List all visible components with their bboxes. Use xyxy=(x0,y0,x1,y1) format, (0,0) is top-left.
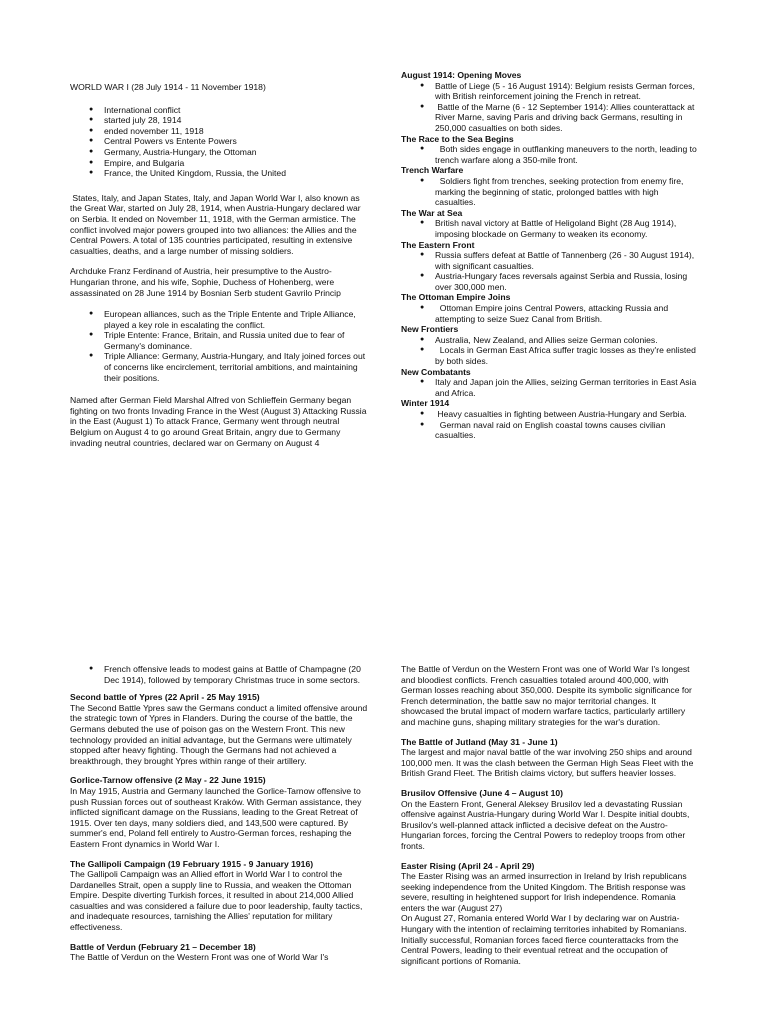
section-bullet-list xyxy=(401,250,701,292)
bullet-item: ● Empire, and Bulgaria xyxy=(70,158,370,169)
column-b-bottom xyxy=(401,664,701,966)
bullet-item: ● Heavy casualties in fighting between Austria-Hungary and Serbia. xyxy=(401,409,701,420)
bullet-item: ● Germany, Austria-Hungary, the Ottoman xyxy=(70,147,370,158)
bullet-item: ● Austria-Hungary faces reversals against Serbia and Russia, losing over 300,000 men. xyxy=(401,271,701,292)
document-title: WORLD WAR I (28 July 1914 - 11 November 1918) xyxy=(70,82,266,92)
section-text: The largest and major naval battle of the war involving 250 ships and around 100,000 men. It was the clash between the German High Seas Fleet with the British Grand Fleet. The British claims victory, but suffers heavier losses. xyxy=(401,747,694,779)
bullet-item: ● France, the United Kingdom, Russia, the United xyxy=(70,168,370,179)
intro-paragraph: States, Italy, and Japan States, Italy, and Japan World War I, also known as the Great War, started on July 28, 1914, when Austria-Hungary declared war on Serbia. It ended on November 11, 1918, with the German armistice. The conflict involved major powers grouped into two alliances: the Allies and the Central Powers. A total of 135 countries participated, resulting in extensive casualties, deaths, and a large number of missing soldiers. xyxy=(70,192,363,256)
section-bullet-list xyxy=(401,218,701,239)
alliances-bullet-list xyxy=(70,309,370,383)
verdun-paragraph: The Battle of Verdun on the Western Front was one of World War I's longest and bloodiest conflicts. French casualties totaled around 400,000, with German losses reaching about 350,000. Despite its symbolic significance for French determination, the battle saw no major territorial changes. It showcased the brutal impact of modern warfare tactics, particularly artillery and machine guns, shaping military strategies for the war's duration. xyxy=(401,664,692,727)
section-text: In May 1915, Austria and Germany launched the Gorlice-Tarnow offensive to push Russian forces out of southeast Kraków. With German assistance, they inflicted significant damage on the Russians, leading to the Great Retreat of 1915. Over ten days, many soldiers died, and 143,500 were captured. By summer's end, Poland fell entirely to Austro-German forces, reshaping the Eastern Front dynamics in World War I. xyxy=(70,785,362,849)
section-heading: Winter 1914 xyxy=(401,398,450,409)
bullet-item: ● European alliances, such as the Triple Entente and Triple Alliance, played a key role in escalating the conflict. xyxy=(70,309,370,330)
bullet-item: ● German naval raid on English coastal towns causes civilian casualties. xyxy=(401,420,701,441)
section-bullet-list xyxy=(401,335,701,367)
bullet-item: ● Ottoman Empire joins Central Powers, attacking Russia and attempting to seize Suez Canal from British. xyxy=(401,303,701,324)
bullet-item: ● International conflict xyxy=(70,105,370,116)
bullet-item: ● Russia suffers defeat at Battle of Tannenberg (26 - 30 August 1914), with significant casualties. xyxy=(401,250,701,271)
section-heading: Easter Rising (April 24 - April 29) xyxy=(401,860,535,871)
section-text: The Second Battle Ypres saw the Germans conduct a limited offensive around the strategic town of Ypres in Flanders. During the course of the battle, the Germans debuted the use of poison gas on the Western Front. This new technology provided an initial advantage, but the Germans were ultimately stopped after heavy fighting. Though the Germans had not achieved a breakthrough, they brought Ypres within range of their artillery. xyxy=(70,702,368,766)
section-heading: The Ottoman Empire Joins xyxy=(401,292,511,303)
section-heading: Gorlice-Tarnow offensive (2 May - 22 June 1915) xyxy=(70,775,266,786)
bullet-item: ● Both sides engage in outflanking maneuvers to the north, leading to trench warfare along a 350-mile front. xyxy=(401,144,701,165)
column-a-bottom xyxy=(70,664,370,963)
section-text: On the Eastern Front, General Aleksey Brusilov led a devastating Russian offensive against Austria-Hungary during World War I. Despite initial doubts, Brusilov's well-planned attack inflicted a decisive defeat on the Austro-Hungarian forces, forcing the Central Powers to redeploy troops from other fronts. xyxy=(401,798,690,851)
bullet-item: ● started july 28, 1914 xyxy=(70,115,370,126)
bullet-item: ● French offensive leads to modest gains at Battle of Champagne (20 Dec 1914), followed by temporary Christmas truce in some sectors. xyxy=(70,664,370,685)
section-bullet-list xyxy=(401,409,701,441)
bullet-item: ● Soldiers fight from trenches, seeking protection from enemy fire, marking the beginning of static, prolonged battles with high casualties. xyxy=(401,176,701,208)
section-text: The Gallipoli Campaign was an Allied effort in World War I to control the Dardanelles Strait, open a supply line to Russia, and weaken the Ottoman Empire. Despite diverting Turkish forces, it resulted in about 214,000 Allied casualties and was considered a failure due to poor leadership, faulty tactics, and inadequate resources, tarnishing the Allies' reputation for military effectiveness. xyxy=(70,869,363,933)
section-heading: The Race to the Sea Begins xyxy=(401,133,514,144)
section-bullet-list xyxy=(401,377,701,398)
section-heading: Trench Warfare xyxy=(401,165,464,176)
section-heading: The Eastern Front xyxy=(401,239,475,250)
section-heading: Battle of Verdun (February 21 – December 18) xyxy=(70,941,256,952)
section-heading: The Gallipoli Campaign (19 February 1915 - 9 January 1916) xyxy=(70,858,314,869)
bullet-item: ● ended november 11, 1918 xyxy=(70,126,370,137)
section-bullet-list xyxy=(401,144,701,165)
section-heading: The War at Sea xyxy=(401,207,463,218)
column-a-top xyxy=(70,82,370,448)
assassination-paragraph: Archduke Franz Ferdinand of Austria, heir presumptive to the Austro-Hungarian throne, and his wife, Sophie, Duchess of Hohenberg, were assassinated on 28 June 1914 by Bosnian Serb student Gavrilo Princip xyxy=(70,266,341,298)
overview-bullet-list xyxy=(70,105,370,179)
bullet-item: ● Triple Alliance: Germany, Austria-Hungary, and Italy joined forces out of concerns like encirclement, territorial ambitions, and maintaining their positions. xyxy=(70,351,370,383)
section-heading: New Combatants xyxy=(401,366,471,377)
champagne-bullet-list xyxy=(70,664,370,685)
column-b-top xyxy=(401,70,701,441)
bullet-item: ● British naval victory at Battle of Heligoland Bight (28 Aug 1914), imposing blockade on Germany to weaken its economy. xyxy=(401,218,701,239)
section-bullet-list xyxy=(401,176,701,208)
bullet-item: ● Battle of the Marne (6 - 12 September 1914): Allies counterattack at River Marne, saving Paris and driving back Germans, resulting in 250,000 casualties on both sides. xyxy=(401,102,701,134)
bullet-item: ● Australia, New Zealand, and Allies seize German colonies. xyxy=(401,335,701,346)
section-heading: The Battle of Jutland (May 31 - June 1) xyxy=(401,736,558,747)
bullet-item: ● Triple Entente: France, Britain, and Russia united due to fear of Germany's dominance. xyxy=(70,330,370,351)
section-heading: New Frontiers xyxy=(401,324,459,335)
bullet-item: ● Central Powers vs Entente Powers xyxy=(70,136,370,147)
bullet-item: ● Battle of Liege (5 - 16 August 1914): Belgium resists German forces, with British reinforcement joining the French in retreat. xyxy=(401,81,701,102)
section-text: The Easter Rising was an armed insurrection in Ireland by Irish republicans seeking independence from the United Kingdom. The British response was severe, resulting in heightened support for Irish independence. Romania enters the war (August 27) On August 27, Romania entered World War I by declaring war on Austria-Hungary with the intention of reclaiming territories inhabited by Romanians. Initially successful, Romanian forces faced fierce counterattacks from the Central Powers, leading to their eventual retreat and the occupation of significant portions of Romania. xyxy=(401,871,687,966)
section-bullet-list xyxy=(401,303,701,324)
section-heading: August 1914: Opening Moves xyxy=(401,70,522,80)
section-bullet-list xyxy=(401,81,701,134)
section-text: The Battle of Verdun on the Western Front was one of World War I's xyxy=(70,952,329,963)
section-heading: Brusilov Offensive (June 4 – August 10) xyxy=(401,787,564,798)
bullet-item: ● Locals in German East Africa suffer tragic losses as they're enlisted by both sides. xyxy=(401,345,701,366)
section-heading: Second battle of Ypres (22 April - 25 May 1915) xyxy=(70,692,260,703)
schlieffen-paragraph: Named after German Field Marshal Alfred von Schlieffein Germany began fighting on two fronts Invading France in the West (August 3) Attacking Russia in the East (August 1) To attack France, Germany went through neutral Belgium on August 4 to go around Great Britain, angry due to Germany invading neutral countries, declared war on Germany on August 4 xyxy=(70,395,367,448)
bullet-item: ● Italy and Japan join the Allies, seizing German territories in East Asia and Africa. xyxy=(401,377,701,398)
